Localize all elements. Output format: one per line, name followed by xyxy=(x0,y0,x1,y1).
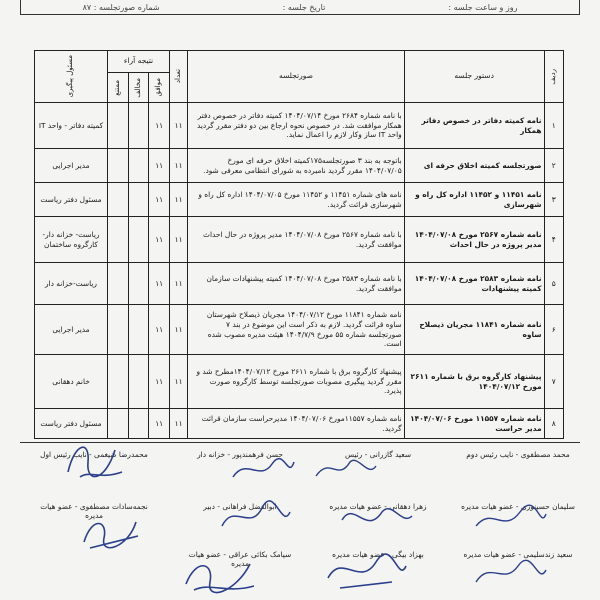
handwritten-signature-5 xyxy=(214,496,294,540)
signatory-name: حسن فرهمندپور - خزانه دار xyxy=(197,450,283,459)
row-count: ۱۱ xyxy=(170,305,188,355)
row-abstain xyxy=(107,305,128,355)
row-abstain xyxy=(107,217,128,263)
row-agree: ۱۱ xyxy=(149,263,170,305)
signatory-role: مدیره xyxy=(231,559,249,568)
row-count: ۱۱ xyxy=(170,409,188,439)
row-minutes: نامه شماره ۱۱۵۵۷مورخ ۱۴۰۴/۰۷/۰۶ مدیرحراست سازمان قرائت گردید. xyxy=(188,409,404,439)
row-against xyxy=(128,149,149,183)
row-minutes: با نامه شماره ۲۵۶۷ مورخ ۱۴۰۴/۰۷/۰۸ مدیر پروژه در حال احداث موافقت گردید. xyxy=(188,217,404,263)
header-minutes: صورتجلسه xyxy=(188,51,404,103)
row-responsible: مسئول دفتر ریاست xyxy=(35,183,108,217)
row-responsible: ریاست-خزانه دار xyxy=(35,263,108,305)
table-row xyxy=(35,263,564,305)
row-responsible: ریاست- خزانه دار-کارگروه ساختمان xyxy=(35,217,108,263)
meeting-date-label: تاریخ جلسه : xyxy=(282,2,326,12)
row-agenda: صورتجلسه کمیته اخلاق حرفه ای xyxy=(404,149,544,183)
row-abstain xyxy=(107,103,128,149)
signatory-name: بهزاد بیگی - عضو هیات مدیره xyxy=(332,550,424,559)
header-agenda: دستور جلسه xyxy=(404,51,544,103)
row-responsible: خانم دهقانی xyxy=(35,355,108,409)
row-minutes: نامه شماره ۱۱۸۴۱ مورخ ۱۴۰۴/۰۷/۱۲ مجریان ذیصلاح شهرستان ساوه قرائت گردید. لازم به ذکر است این موضوع در بند ۷ صورتجلسه شماره ۵۵ مورخ ۱۴۰۴/۷/۹ هیئت مدیره مصوب شده است. xyxy=(188,305,404,355)
table-row xyxy=(35,217,564,263)
row-count: ۱۱ xyxy=(170,103,188,149)
signatory-name: سلیمان حسینوری - عضو هیات مدیره xyxy=(461,502,575,511)
signatory-name: سعید گازرانی - رئیس xyxy=(344,450,412,459)
table-row xyxy=(35,103,564,149)
table-row xyxy=(35,305,564,355)
row-number: ۸ xyxy=(544,409,563,439)
table-row xyxy=(35,183,564,217)
signatory-role: مدیره xyxy=(85,511,103,520)
handwritten-signature-1 xyxy=(60,432,130,492)
row-agree: ۱۱ xyxy=(149,355,170,409)
signatory-name: ابوالفضل فراهانی - دبیر xyxy=(203,502,277,511)
row-against xyxy=(128,355,149,409)
row-against xyxy=(128,183,149,217)
handwritten-signature-8 xyxy=(180,548,260,598)
row-responsible: مدیر اجرایی xyxy=(35,305,108,355)
row-agenda: نامه کمیته دفاتر در خصوص دفاتر همکار xyxy=(404,103,544,149)
row-agree: ۱۱ xyxy=(149,217,170,263)
minutes-number-label: شماره صورتجلسه : ۸۷ xyxy=(82,2,160,12)
header-count: تعداد xyxy=(170,51,188,103)
row-minutes: پیشنهاد کارگروه برق با شماره ۲۶۱۱ مورخ ۱۴۰۴/۰۷/۱۲مطرح شد و مقرر گردید پیگیری مصوبات صورتجلسه توسط کارگروه صورت پذیرد. xyxy=(188,355,404,409)
row-agenda: نامه شماره ۱۱۵۵۷ مورخ ۱۴۰۴/۰۷/۰۶ مدیر حراست xyxy=(404,409,544,439)
signatory-name: سعید زندسلیمی - عضو هیات مدیره xyxy=(463,550,573,559)
row-agree: ۱۱ xyxy=(149,305,170,355)
header-agree: موافق xyxy=(149,73,170,103)
header-row-no: ردیف xyxy=(544,51,563,103)
row-number: ۴ xyxy=(544,217,563,263)
handwritten-signature-2 xyxy=(228,452,298,492)
row-abstain xyxy=(107,263,128,305)
header-abstain: ممتنع xyxy=(107,73,128,103)
row-count: ۱۱ xyxy=(170,355,188,409)
row-number: ۷ xyxy=(544,355,563,409)
signature-block xyxy=(454,450,582,459)
row-count: ۱۱ xyxy=(170,149,188,183)
table-header-row xyxy=(35,51,564,73)
row-number: ۳ xyxy=(544,183,563,217)
header-against: مخالف xyxy=(128,73,149,103)
row-count: ۱۱ xyxy=(170,217,188,263)
row-agree: ۱۱ xyxy=(149,149,170,183)
row-number: ۱ xyxy=(544,103,563,149)
row-minutes: نامه های شماره ۱۱۴۵۱ و ۱۱۴۵۲ مورخ ۱۴۰۴/۰۷/۰۵ اداره کل راه و شهرسازی قرائت گردید. xyxy=(188,183,404,217)
row-agree: ۱۱ xyxy=(149,103,170,149)
row-agenda: نامه شماره ۲۵۶۷ مورخ ۱۴۰۴/۰۷/۰۸ مدیر پروژه در حال احداث xyxy=(404,217,544,263)
handwritten-signature-3 xyxy=(310,448,380,488)
row-against xyxy=(128,263,149,305)
row-responsible: کمیته دفاتر - واحد IT xyxy=(35,103,108,149)
row-agenda: نامه ۱۱۴۵۱ و ۱۱۴۵۲ اداره کل راه و شهرسازی xyxy=(404,183,544,217)
header-responsible: مسئول پیگیری xyxy=(35,51,108,103)
signatory-name: سیامک بکائی عراقی - عضو هیات xyxy=(188,550,292,559)
row-abstain xyxy=(107,149,128,183)
row-number: ۶ xyxy=(544,305,563,355)
signatory-name: محمدرضا ضیغمی - نایب رئیس اول xyxy=(40,450,148,459)
signatory-name: زهرا دهقانی - عضو هیات مدیره xyxy=(329,502,427,511)
row-against xyxy=(128,305,149,355)
row-agree: ۱۱ xyxy=(149,409,170,439)
row-abstain xyxy=(107,355,128,409)
row-agenda: پیشنهاد کارگروه برق با شماره ۲۶۱۱ مورخ ۱۴۰۴/۰۷/۱۲ xyxy=(404,355,544,409)
handwritten-signature-7 xyxy=(470,500,550,540)
row-count: ۱۱ xyxy=(170,183,188,217)
row-abstain xyxy=(107,183,128,217)
table-row xyxy=(35,355,564,409)
row-count: ۱۱ xyxy=(170,263,188,305)
signatory-name: محمد مصطفوی - نایب رئیس دوم xyxy=(466,450,570,459)
row-minutes: با نامه شماره ۲۵۸۳ مورخ ۱۴۰۴/۰۷/۰۸ کمیته پیشنهادات سازمان موافقت گردید. xyxy=(188,263,404,305)
meeting-day-time-label: روز و ساعت جلسه : xyxy=(448,2,518,12)
row-responsible: مدیر اجرایی xyxy=(35,149,108,183)
row-agenda: نامه شماره ۱۱۸۴۱ مجریان ذیصلاح ساوه xyxy=(404,305,544,355)
row-against xyxy=(128,103,149,149)
signatory-name: نجمه‌سادات مصطفوی - عضو هیات xyxy=(40,502,148,511)
row-agenda: نامه شماره ۲۵۸۳ مورخ ۱۴۰۴/۰۷/۰۸ کمیته پیشنهادات xyxy=(404,263,544,305)
row-number: ۲ xyxy=(544,149,563,183)
header-result-group: نتیجه آراء xyxy=(107,51,169,73)
minutes-table xyxy=(34,50,564,439)
session-header-band xyxy=(20,0,580,15)
row-responsible: مسئول دفتر ریاست xyxy=(35,409,108,439)
row-minutes: با نامه شماره ۲۶۸۴ مورخ ۱۴۰۴/۰۷/۱۴ کمیته دفاتر در خصوص دفتر همکار موافقت شد. در خصوص نحوه ارجاع بین دو دفتر مقرر گردید واحد IT ساز وکار لازم را اعمال نماید. xyxy=(188,103,404,149)
row-against xyxy=(128,217,149,263)
handwritten-signature-9 xyxy=(320,548,410,598)
row-against xyxy=(128,409,149,439)
handwritten-signature-6 xyxy=(336,496,416,540)
table-row xyxy=(35,149,564,183)
handwritten-signature-4 xyxy=(78,508,148,554)
row-number: ۵ xyxy=(544,263,563,305)
handwritten-signature-10 xyxy=(470,552,550,596)
row-minutes: باتوجه به بند ۳ صورتجلسه۱۷۵کمیته اخلاق حرفه ای مورخ ۱۴۰۴/۰۷/۰۵ مقرر گردید نامبرده به شورای انتظامی معرفی شود. xyxy=(188,149,404,183)
row-agree: ۱۱ xyxy=(149,183,170,217)
